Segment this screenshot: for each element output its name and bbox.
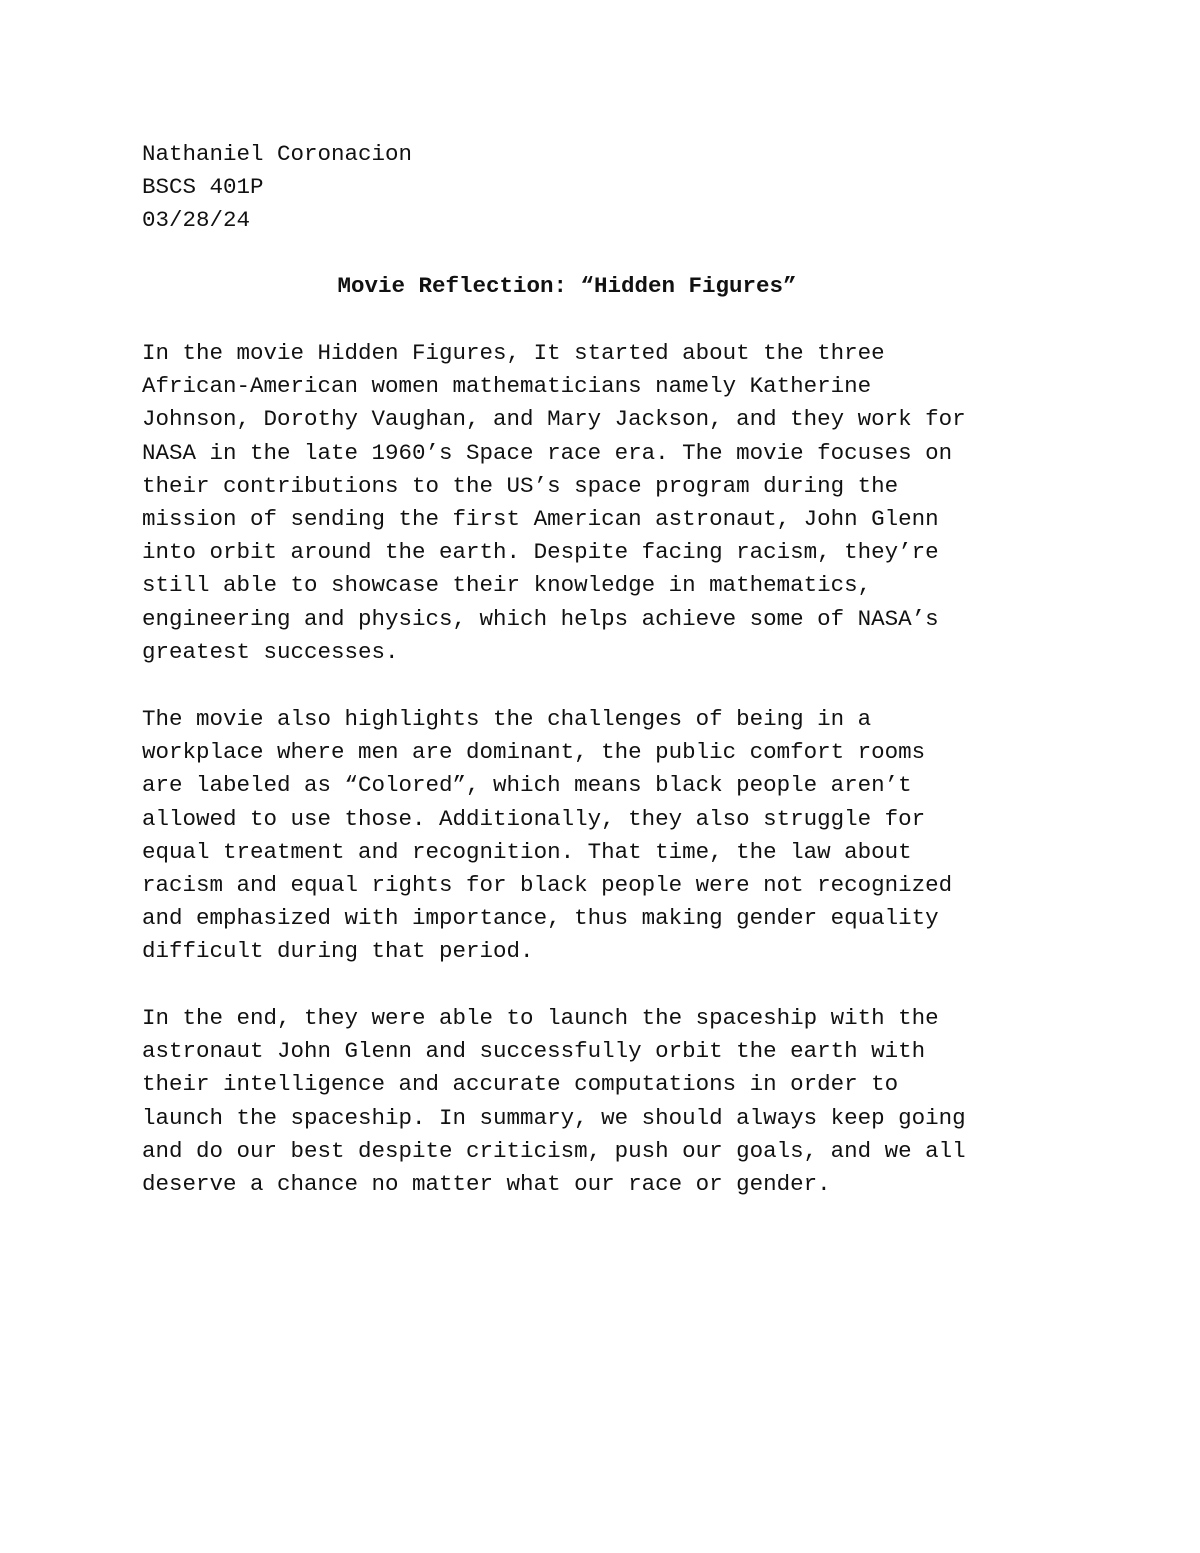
paragraph-line: their contributions to the US’s space program during the [142, 472, 899, 499]
paragraph-line: deserve a chance no matter what our race or gender. [142, 1171, 831, 1198]
paragraph-line: are labeled as “Colored”, which means black people aren’t [142, 772, 912, 799]
paragraph-line: In the end, they were able to launch the spaceship with the [142, 1005, 939, 1031]
paragraph-line: into orbit around the earth. Despite facing racism, they’re [142, 539, 939, 566]
paragraph-line: In the movie Hidden Figures, It started about the three [142, 340, 885, 366]
paragraph-line: engineering and physics, which helps achieve some of NASA’s [142, 605, 939, 632]
paragraph-line: still able to showcase their knowledge in mathematics, [142, 572, 872, 599]
paragraph-line: Johnson, Dorothy Vaughan, and Mary Jackson, and they work for [142, 406, 966, 433]
paragraph-line: NASA in the late 1960’s Space race era. The movie focuses on [142, 439, 953, 466]
paragraph-line: their intelligence and accurate computations in order to [142, 1071, 899, 1098]
course-code: BSCS 401P [142, 174, 264, 201]
document-date: 03/28/24 [142, 207, 251, 234]
author-name: Nathaniel Coronacion [142, 141, 413, 167]
paragraph-2 [142, 703, 1082, 969]
paragraph-3 [142, 1002, 1082, 1201]
paragraph-line: difficult during that period. [142, 938, 534, 965]
paragraph-line: and do our best despite criticism, push our goals, and we all [142, 1137, 966, 1164]
document-header [142, 138, 1082, 238]
paragraph-line: greatest successes. [142, 638, 399, 665]
paragraph-line: launch the spaceship. In summary, we should always keep going [142, 1104, 966, 1131]
paragraph-line: African-American women mathematicians namely Katherine [142, 373, 872, 400]
paragraph-line: racism and equal rights for black people were not recognized [142, 872, 953, 899]
paragraph-line: The movie also highlights the challenges of being in a [142, 706, 872, 732]
document-title: Movie Reflection: “Hidden Figures” [337, 273, 797, 299]
paragraph-1 [142, 337, 1082, 669]
paragraph-line: astronaut John Glenn and successfully orbit the earth with [142, 1038, 926, 1065]
paragraph-line: workplace where men are dominant, the public comfort rooms [142, 739, 926, 766]
paragraph-line: mission of sending the first American astronaut, John Glenn [142, 506, 939, 533]
paragraph-line: equal treatment and recognition. That time, the law about [142, 838, 912, 865]
paragraph-line: allowed to use those. Additionally, they also struggle for [142, 805, 926, 832]
paragraph-line: and emphasized with importance, thus making gender equality [142, 905, 939, 932]
